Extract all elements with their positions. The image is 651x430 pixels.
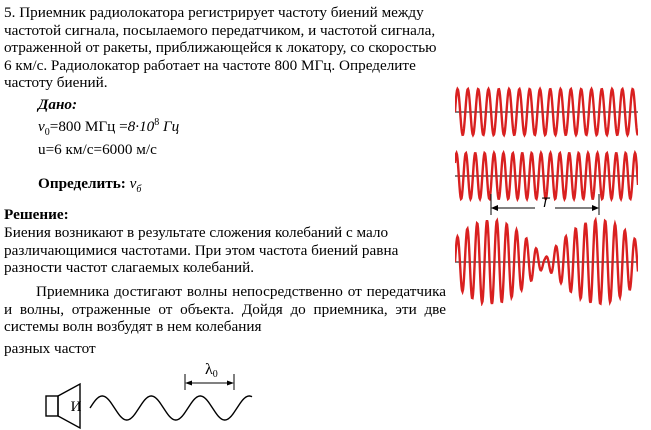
emitter-box — [46, 396, 58, 416]
solution-paragraph-1: Биения возникают в результате сложения колебаний с мало различающимися частотами. При этом частота биений равна разности частот слагаемых колебаний. — [4, 224, 399, 276]
given-frequency — [38, 114, 179, 142]
given-frequency-formula: 8·10 — [127, 117, 155, 135]
nu-symbol: ν — [38, 117, 45, 135]
period-arrow-right-head — [592, 205, 599, 211]
wavelength-arrow-right — [227, 381, 234, 386]
find-heading: Определить: — [38, 175, 126, 192]
given-speed: u=6 км/с=6000 м/с — [38, 141, 157, 159]
wavelength-symbol: λ — [205, 361, 213, 378]
emitted-wave — [90, 396, 252, 420]
emitter-label: И — [70, 399, 82, 415]
period-arrow-left-head — [491, 205, 498, 211]
nu-subscript: 0 — [44, 126, 50, 138]
wavelength-label — [205, 361, 218, 380]
find-symbol: ν — [129, 175, 137, 192]
problem-statement: 5. Приемник радиолокатора регистрирует частоту биений между частотой сигнала, посылаемого передатчиком, и частотой сигнала, отраженной от ракеты, приближающейся к локатору, со скоростью 6 км/с. Радиолокатор работает на частоте 800 МГц. Определите — [4, 4, 437, 74]
problem-statement-end: частоту биений. — [4, 74, 108, 91]
solution-paragraph-2: Приемника достигают волны непосредственно от передатчика и волны, отраженные от объекта. Дойдя до приемника, эти две системы волн возбудят в нем колебания — [4, 283, 446, 335]
solution-heading: Решение: — [4, 206, 69, 223]
given-frequency-exponent: 8 — [154, 116, 160, 128]
given-block — [38, 96, 179, 159]
given-heading: Дано: — [38, 96, 78, 113]
given-frequency-value: =800 МГц = — [49, 117, 128, 135]
find-subscript: б — [136, 184, 142, 196]
wavelength-subscript: 0 — [212, 369, 218, 380]
given-frequency-unit: Гц — [159, 117, 180, 135]
find-block — [38, 175, 141, 199]
period-label: T — [540, 194, 550, 210]
wavelength-arrow-left — [185, 381, 192, 386]
emitter-figure — [38, 356, 258, 430]
solution-paragraph-3: разных частот — [4, 340, 96, 357]
beats-figure — [455, 82, 638, 306]
